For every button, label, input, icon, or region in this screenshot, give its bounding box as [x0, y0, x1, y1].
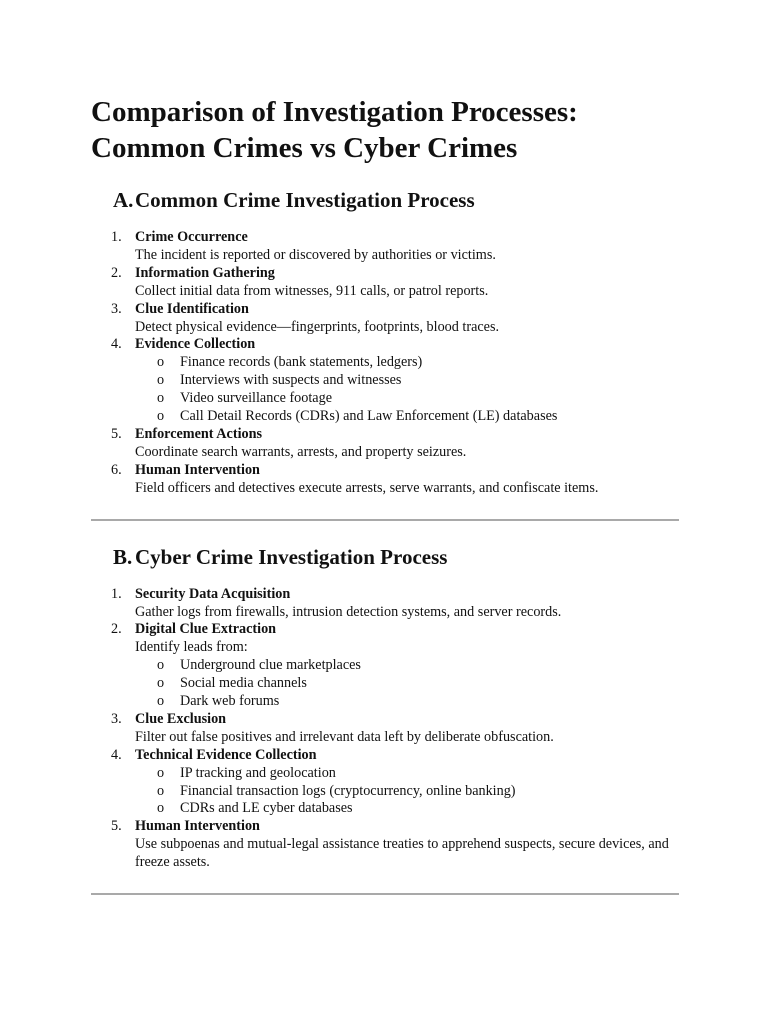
step-title: Information Gathering — [135, 264, 275, 281]
step-number: 4. — [111, 336, 122, 353]
circle-bullet-icon: o — [157, 675, 165, 692]
sub-list-item — [135, 657, 681, 675]
list-item — [91, 229, 681, 265]
step-title: Clue Identification — [135, 300, 249, 317]
sub-list — [135, 765, 681, 819]
circle-bullet-icon: o — [157, 693, 165, 710]
circle-bullet-icon: o — [157, 390, 165, 407]
document-page — [91, 94, 681, 895]
step-number: 4. — [111, 746, 122, 763]
step-description: Use subpoenas and mutual-legal assistance treaties to apprehend suspects, secure devices, and freeze assets. — [135, 836, 669, 871]
step-title: Enforcement Actions — [135, 425, 263, 442]
list-item — [91, 462, 681, 498]
circle-bullet-icon: o — [157, 782, 165, 799]
step-title: Digital Clue Extraction — [135, 621, 277, 638]
circle-bullet-icon: o — [157, 800, 165, 817]
list-item — [91, 747, 681, 819]
section-a-heading — [91, 187, 681, 213]
section-a-step-list — [91, 229, 681, 498]
list-item — [91, 711, 681, 747]
step-description: Filter out false positives and irrelevant data left by deliberate obfuscation. — [135, 728, 554, 745]
step-description: The incident is reported or discovered by authorities or victims. — [135, 246, 496, 263]
list-item — [91, 301, 681, 337]
step-number: 5. — [111, 818, 122, 835]
section-b-letter: B. — [113, 544, 133, 569]
sub-item-text: Video surveillance footage — [180, 390, 332, 407]
step-title: Evidence Collection — [135, 336, 256, 353]
title-line-1: Comparison of Investigation Processes: — [91, 96, 578, 128]
step-description: Collect initial data from witnesses, 911 calls, or patrol reports. — [135, 282, 489, 299]
step-title: Human Intervention — [135, 818, 260, 835]
sub-item-text: Dark web forums — [180, 693, 280, 710]
title-line-2: Common Crimes vs Cyber Crimes — [91, 132, 518, 164]
sub-item-text: Call Detail Records (CDRs) and Law Enforcement (LE) databases — [180, 408, 558, 425]
sub-item-text: Underground clue marketplaces — [180, 657, 361, 674]
sub-list-item — [135, 372, 681, 390]
sub-list — [135, 354, 681, 426]
sub-list — [135, 657, 681, 711]
sub-list-item — [135, 765, 681, 783]
step-number: 2. — [111, 264, 122, 281]
step-description: Gather logs from firewalls, intrusion detection systems, and server records. — [135, 603, 562, 620]
step-title: Security Data Acquisition — [135, 585, 291, 602]
section-a-title: Common Crime Investigation Process — [135, 188, 475, 212]
list-item — [91, 265, 681, 301]
section-b-title: Cyber Crime Investigation Process — [135, 544, 448, 569]
list-item — [91, 336, 681, 426]
step-title: Human Intervention — [135, 461, 260, 478]
section-a-letter: A. — [113, 188, 134, 212]
step-description: Identify leads from: — [135, 639, 248, 656]
section-b-heading — [91, 544, 681, 570]
list-item — [91, 621, 681, 711]
step-description: Detect physical evidence—fingerprints, footprints, blood traces. — [135, 318, 500, 335]
step-number: 5. — [111, 425, 122, 442]
sub-list-item — [135, 783, 681, 801]
step-title: Technical Evidence Collection — [135, 746, 317, 763]
step-number: 3. — [111, 300, 122, 317]
sub-item-text: Financial transaction logs (cryptocurrency, online banking) — [180, 782, 516, 799]
sub-item-text: Social media channels — [180, 675, 307, 692]
step-number: 1. — [111, 585, 122, 602]
section-divider — [91, 893, 679, 895]
sub-item-text: CDRs and LE cyber databases — [180, 800, 353, 817]
sub-item-text: Interviews with suspects and witnesses — [180, 372, 402, 389]
step-number: 1. — [111, 229, 122, 245]
list-item — [91, 818, 681, 872]
sub-list-item — [135, 354, 681, 372]
sub-list-item — [135, 675, 681, 693]
list-item — [91, 426, 681, 462]
step-description: Field officers and detectives execute arrests, serve warrants, and confiscate items. — [135, 479, 599, 496]
step-description: Coordinate search warrants, arrests, and property seizures. — [135, 443, 467, 460]
sub-list-item — [135, 693, 681, 711]
section-b-step-list — [91, 586, 681, 873]
list-item — [91, 586, 681, 622]
sub-list-item — [135, 390, 681, 408]
sub-list-item — [135, 408, 681, 426]
step-title: Clue Exclusion — [135, 710, 227, 727]
document-title — [91, 94, 681, 166]
circle-bullet-icon: o — [157, 764, 165, 781]
step-number: 3. — [111, 710, 122, 727]
sub-item-text: Finance records (bank statements, ledgers) — [180, 354, 423, 371]
circle-bullet-icon: o — [157, 372, 165, 389]
circle-bullet-icon: o — [157, 354, 165, 371]
sub-item-text: IP tracking and geolocation — [180, 764, 336, 781]
circle-bullet-icon: o — [157, 657, 165, 674]
sub-list-item — [135, 800, 681, 818]
circle-bullet-icon: o — [157, 408, 165, 425]
step-number: 2. — [111, 621, 122, 638]
step-number: 6. — [111, 461, 122, 478]
step-title: Crime Occurrence — [135, 229, 248, 245]
section-divider — [91, 519, 679, 521]
